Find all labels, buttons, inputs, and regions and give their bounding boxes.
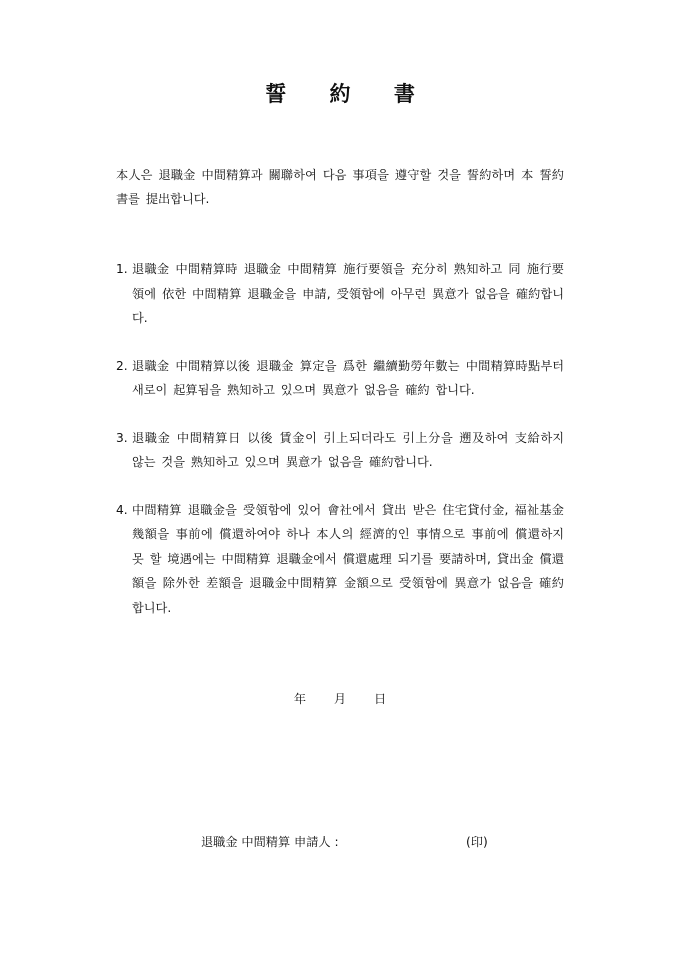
pledge-item <box>116 354 564 403</box>
date-year: 年 <box>293 692 307 706</box>
pledge-list <box>116 257 564 620</box>
intro-paragraph: 本人은 退職金 中間精算과 關聯하여 다음 事項을 遵守할 것을 誓約하며 本 誓約書를 提出합니다. <box>116 168 564 206</box>
pledge-text: 退職金 中間精算以後 退職金 算定을 爲한 繼續勤勞年數는 中間精算時點부터 새로이 起算됨을 熟知하고 있으며 異意가 없음을 確約 합니다. <box>132 358 564 397</box>
title-char: 約 <box>329 82 351 106</box>
pledge-number: 1. <box>116 262 128 276</box>
seal-mark: (印) <box>466 835 488 849</box>
pledge-text: 退職金 中間精算時 退職金 中間精算 施行要領을 充分히 熟知하고 同 施行要領에 依한 中間精算 退職金을 申請, 受領함에 아무런 異意가 없음을 確約합니다. <box>132 262 564 325</box>
pledge-text: 退職金 中間精算日 以後 賃金이 引上되더라도 引上分을 遡及하여 支給하지 않는 것을 熟知하고 있으며 異意가 없음을 確約합니다. <box>132 430 564 469</box>
document-title <box>0 78 680 108</box>
pledge-text: 中間精算 退職金을 受領함에 있어 會社에서 貸出 받은 住宅貸付金, 福祉基金 幾額을 事前에 償還하여야 하나 本人의 經濟的인 事情으로 事前에 償還하지 못 할 境遇에는 中間精算 退職金에서 償還處理 되기를 要請하며, 貸出金 償還額을 除外한 差額을 退職金中間精算 金額으로 受領함에 異意가 없음을 確約합니다. <box>132 502 564 615</box>
pledge-item <box>116 426 564 475</box>
pledge-number: 3. <box>116 430 128 445</box>
date-line <box>0 690 680 707</box>
pledge-number: 4. <box>116 502 128 517</box>
date-month: 月 <box>333 692 347 706</box>
title-char: 書 <box>393 82 415 106</box>
pledge-item <box>116 257 564 331</box>
applicant-label: 退職金 中間精算 申請人 : <box>201 835 339 849</box>
title-char: 誓 <box>265 82 287 106</box>
date-day: 日 <box>373 692 387 706</box>
pledge-item <box>116 498 564 621</box>
pledge-number: 2. <box>116 358 128 373</box>
